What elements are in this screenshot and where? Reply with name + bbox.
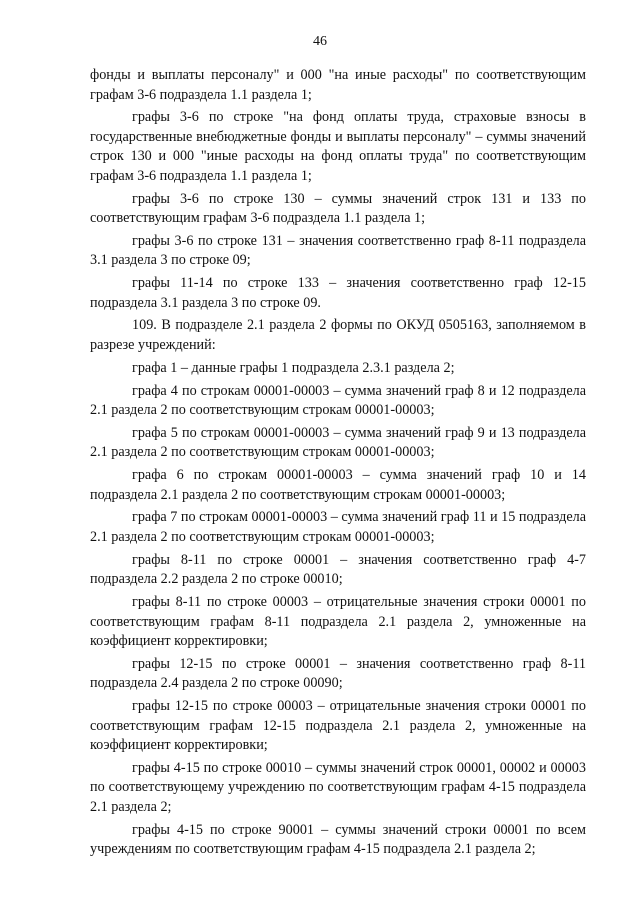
document-body xyxy=(90,66,586,863)
paragraph: графы 3-6 по строке "на фонд оплаты труда, страховые взносы в государственные внебюджетные фонды и выплаты персоналу" – суммы значений строк 130 и 000 "иные расходы на фонд оплаты труда" по соответствующим графам 3-6 подраздела 1.1 раздела 1; xyxy=(90,109,586,184)
paragraph: графы 8-11 по строке 00001 – значения соответственно граф 4-7 подраздела 2.2 раздела 2 по строке 00010; xyxy=(90,551,586,588)
page-number: 46 xyxy=(313,34,327,49)
paragraph: графа 6 по строкам 00001-00003 – сумма значений граф 10 и 14 подраздела 2.1 раздела 2 по соответствующим строкам 00001-00003; xyxy=(90,467,586,503)
paragraph: графа 5 по строкам 00001-00003 – сумма значений граф 9 и 13 подраздела 2.1 раздела 2 по соответствующим строкам 00001-00003; xyxy=(90,424,586,461)
paragraph: графы 3-6 по строке 131 – значения соответственно граф 8-11 подраздела 3.1 раздела 3 по строке 09; xyxy=(90,232,586,269)
paragraph: графа 4 по строкам 00001-00003 – сумма значений граф 8 и 12 подраздела 2.1 раздела 2 по соответствующим строкам 00001-00003; xyxy=(90,382,586,419)
paragraph: графы 8-11 по строке 00003 – отрицательные значения строки 00001 по соответствующим графам 8-11 подраздела 2.1 раздела 2, умноженные на коэффициент корректировки; xyxy=(90,594,586,650)
paragraph: графы 12-15 по строке 00003 – отрицательные значения строки 00001 по соответствующим графам 12-15 подраздела 2.1 раздела 2, умноженные на коэффициент корректировки; xyxy=(90,698,586,754)
paragraph: графы 4-15 по строке 00010 – суммы значений строк 00001, 00002 и 00003 по соответствующему учреждению по соответствующим графам 4-15 подраздела 2.1 раздела 2; xyxy=(90,759,586,815)
paragraph: графа 7 по строкам 00001-00003 – сумма значений граф 11 и 15 подраздела 2.1 раздела 2 по соответствующим строкам 00001-00003; xyxy=(90,509,586,545)
paragraph: фонды и выплаты персоналу" и 000 "на иные расходы" по соответствующим графам 3-6 подраздела 1.1 раздела 1; xyxy=(90,67,586,103)
paragraph: графа 1 – данные графы 1 подраздела 2.3.1 раздела 2; xyxy=(132,359,455,376)
paragraph: графы 11-14 по строке 133 – значения соответственно граф 12-15 подраздела 3.1 раздела 3 по строке 09. xyxy=(90,275,586,311)
paragraph: графы 4-15 по строке 90001 – суммы значений строки 00001 по всем учреждениям по соответствующим графам 4-15 подраздела 2.1 раздела 2; xyxy=(90,821,586,858)
paragraph: графы 12-15 по строке 00001 – значения соответственно граф 8-11 подраздела 2.4 раздела 2 по строке 00090; xyxy=(90,655,586,692)
paragraph: графы 3-6 по строке 130 – суммы значений строк 131 и 133 по соответствующим графам 3-6 подраздела 1.1 раздела 1; xyxy=(90,190,586,227)
paragraph: 109. В подразделе 2.1 раздела 2 формы по ОКУД 0505163, заполняемом в разрезе учреждений: xyxy=(90,317,586,353)
